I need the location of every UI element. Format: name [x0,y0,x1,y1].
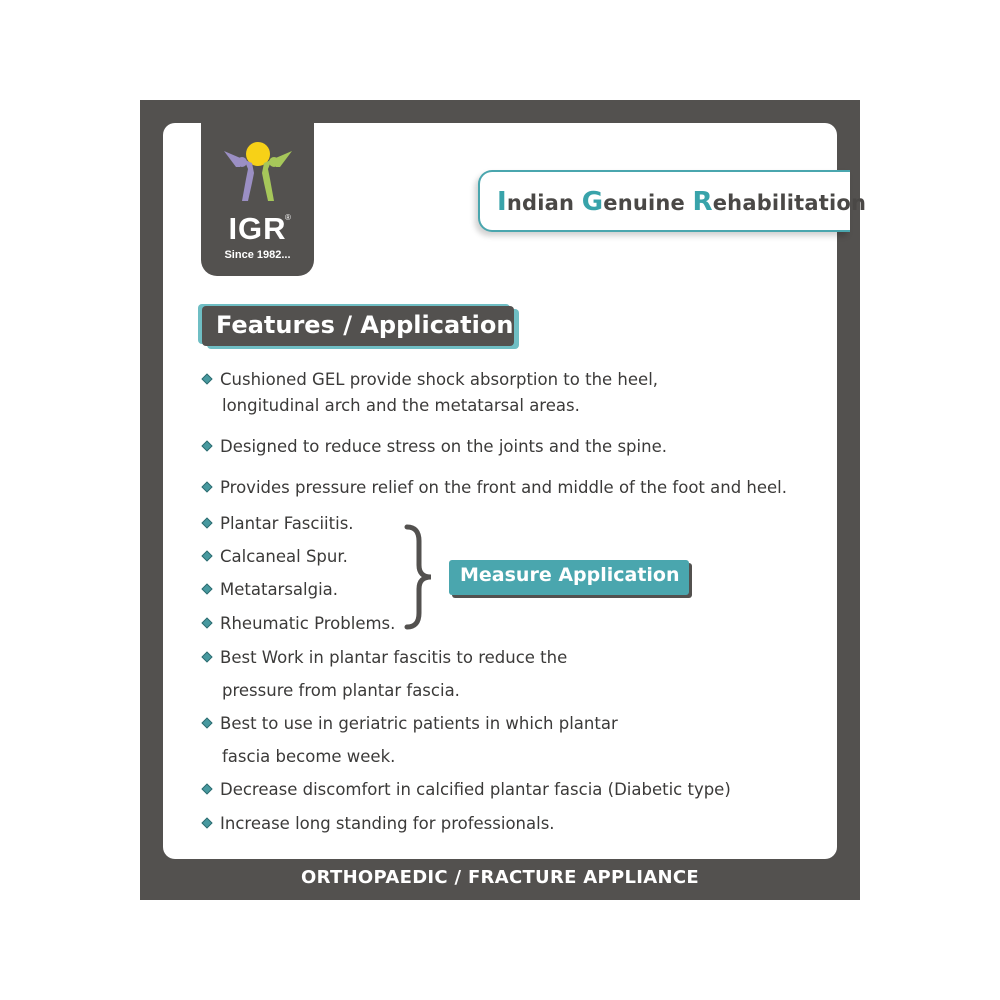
footer-title: ORTHOPAEDIC / FRACTURE APPLIANCE [301,867,699,888]
diamond-bullet-icon [201,550,212,561]
registered-mark: ® [285,213,291,222]
feature-item: Provides pressure relief on the front and middle of the foot and heel. [203,478,787,497]
diamond-bullet-icon [201,481,212,492]
feature-item: Plantar Fasciitis. [203,514,354,533]
brand-name: Indian Genuine Rehabilitation [497,187,867,217]
feature-item: Designed to reduce stress on the joints and the spine. [203,437,667,456]
people-logo-icon [218,137,298,217]
feature-item: Metatarsalgia. [203,580,338,599]
diamond-bullet-icon [201,717,212,728]
diamond-bullet-icon [201,617,212,628]
feature-item: Rheumatic Problems. [203,614,395,633]
feature-item: Cushioned GEL provide shock absorption to the heel, [203,370,658,389]
feature-item: Best to use in geriatric patients in which plantar [203,714,618,733]
diamond-bullet-icon [201,817,212,828]
diamond-bullet-icon [201,583,212,594]
feature-item: Calcaneal Spur. [203,547,348,566]
diamond-bullet-icon [201,373,212,384]
section-title: Features / Application [202,306,514,346]
feature-item: Decrease discomfort in calcified plantar fascia (Diabetic type) [203,780,731,799]
logo [201,123,314,276]
feature-item-continuation: longitudinal arch and the metatarsal areas. [222,396,580,415]
logo-since: Since 1982... [224,249,291,261]
logo-brand: IGR [228,211,287,246]
feature-item-continuation: fascia become week. [222,747,396,766]
diamond-bullet-icon [201,651,212,662]
curly-brace-icon [403,523,437,631]
diamond-bullet-icon [201,440,212,451]
diamond-bullet-icon [201,517,212,528]
diamond-bullet-icon [201,783,212,794]
feature-item-continuation: pressure from plantar fascia. [222,681,460,700]
measure-application-label: Measure Application [449,560,689,595]
feature-item: Increase long standing for professionals. [203,814,555,833]
feature-item: Best Work in plantar fascitis to reduce the [203,648,567,667]
